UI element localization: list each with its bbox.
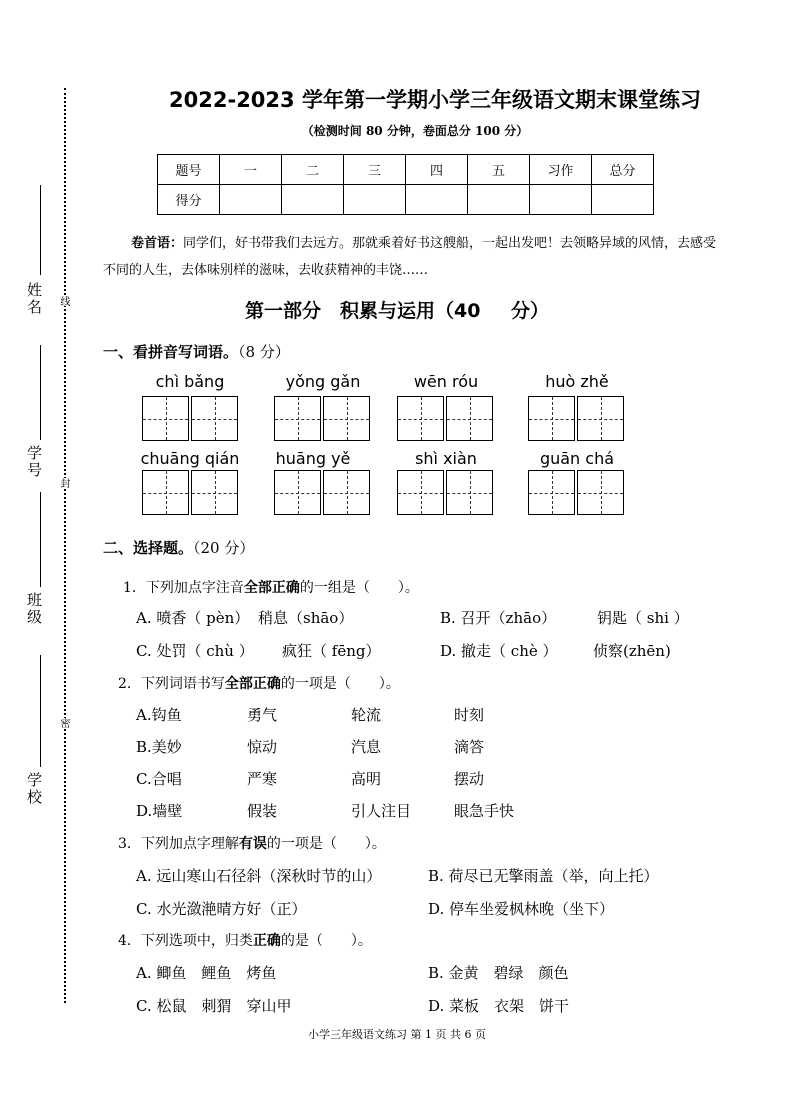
score-header-cell: 三 (344, 155, 406, 185)
school-blank[interactable] (40, 655, 41, 767)
preface (103, 230, 723, 284)
q3-option-b[interactable]: B. 荷尽已无擎雨盖（举，向上托） (428, 867, 659, 885)
q2-option-a[interactable]: A.钩鱼 (136, 706, 182, 724)
writing-cell[interactable] (577, 470, 624, 515)
seal-char-feng: 封 (58, 478, 69, 488)
q3-stem-post: 的一项是（ ）。 (266, 836, 386, 852)
q1-stem-key: 全部正确 (243, 580, 300, 596)
writing-cell[interactable] (528, 470, 575, 515)
score-cell[interactable] (468, 185, 530, 215)
score-cell[interactable] (220, 185, 282, 215)
part-one-title: 第一部分 积累与运用（40 分） (244, 300, 550, 322)
seal-char-mi: 密 (58, 718, 69, 728)
preface-lead: 卷首语： (131, 236, 184, 251)
score-cell[interactable] (530, 185, 592, 215)
writing-cell[interactable] (446, 470, 493, 515)
pinyin-label: wēn róu (413, 372, 479, 391)
pinyin-label: shì xiàn (415, 449, 477, 468)
q1-option-c-word1[interactable]: C. 处罚（ chù ） (136, 642, 254, 660)
pinyin-label: chì bǎng (155, 372, 225, 391)
writing-grid (528, 470, 626, 515)
pinyin-label: huò zhě (545, 372, 609, 391)
q4-option-c[interactable]: C. 松鼠 刺猬 穿山甲 (136, 997, 292, 1015)
q1-option-d-word2: 侦察(zhēn) (593, 642, 671, 660)
question-4-stem (118, 930, 372, 950)
seal-char-xian: 线 (58, 296, 69, 306)
q2-word: 轮流 (351, 706, 382, 724)
q2-stem-post: 的一项是（ ）。 (280, 676, 400, 692)
writing-cell[interactable] (274, 470, 321, 515)
q1-option-c-word2: 疯狂（ fēng） (282, 642, 381, 660)
score-header-cell: 一 (220, 155, 282, 185)
score-header-cell: 四 (406, 155, 468, 185)
q2-stem-pre: 2．下列词语书写 (118, 676, 225, 692)
q3-option-a[interactable]: A. 远山寒山石径斜（深秋时节的山） (136, 867, 382, 885)
preface-text: 同学们，好书带我们去远方。那就乘着好书这艘船，一起出发吧！去领略异域的风情，去感受不同的人生，去体味别样的滋味，去收获精神的丰饶…… (103, 236, 717, 278)
q4-stem-post: 的是（ ）。 (280, 933, 372, 949)
q2-option-c[interactable]: C.合唱 (136, 770, 182, 788)
q2-word: 惊动 (247, 738, 278, 756)
class-blank[interactable] (40, 492, 41, 587)
q3-stem-pre: 3．下列加点字理解 (118, 836, 239, 852)
q1-stem-post: 的一组是（ ）。 (299, 580, 419, 596)
writing-grid (274, 396, 372, 441)
q1-stem-pre: 1．下列加点字注音 (123, 580, 244, 596)
q2-option-d[interactable]: D.墙壁 (136, 802, 183, 820)
score-cell[interactable] (344, 185, 406, 215)
question-3-stem (118, 833, 386, 853)
pinyin-label: yǒng gǎn (285, 372, 361, 391)
question-2-stem (118, 673, 400, 693)
q1-option-a-word2: 稍息（shāo） (258, 609, 354, 627)
school-label: 学校 (25, 772, 43, 806)
q4-option-b[interactable]: B. 金黄 碧绿 颜色 (428, 964, 569, 982)
q2-word: 时刻 (454, 706, 485, 724)
writing-cell[interactable] (191, 396, 238, 441)
writing-cell[interactable] (142, 396, 189, 441)
writing-grid (397, 470, 495, 515)
q3-stem-key: 有误 (238, 836, 267, 852)
writing-grid (142, 396, 240, 441)
section-two-score: （20 分） (193, 539, 255, 557)
section-two-title: 二、选择题。 (103, 539, 194, 557)
score-table (157, 154, 654, 215)
writing-grid (528, 396, 626, 441)
student-number-label: 学号 (25, 445, 43, 479)
score-header-cell: 题号 (158, 155, 220, 185)
page-footer: 小学三年级语文练习 第 1 页 共 6 页 (308, 1028, 486, 1041)
q2-option-b[interactable]: B.美妙 (136, 738, 182, 756)
q4-stem-key: 正确 (252, 933, 281, 949)
name-blank[interactable] (40, 185, 41, 275)
q4-stem-pre: 4．下列选项中，归类 (118, 933, 253, 949)
q2-word: 摆动 (454, 770, 485, 788)
page-subtitle: （检测时间 80 分钟，卷面总分 100 分） (301, 124, 529, 138)
q2-word: 勇气 (247, 706, 278, 724)
pinyin-label: huāng yě (275, 449, 351, 468)
writing-grid (397, 396, 495, 441)
writing-cell[interactable] (142, 470, 189, 515)
writing-cell[interactable] (191, 470, 238, 515)
q2-word: 眼急手快 (454, 802, 515, 820)
q2-word: 高明 (351, 770, 382, 788)
student-number-blank[interactable] (40, 345, 41, 440)
score-cell[interactable] (282, 185, 344, 215)
score-header-cell: 二 (282, 155, 344, 185)
score-row-label: 得分 (158, 185, 220, 215)
q3-option-c[interactable]: C. 水光潋滟晴方好（正） (136, 900, 307, 918)
q2-word: 汽息 (351, 738, 382, 756)
page-title: 2022-2023 学年第一学期小学三年级语文期末课堂练习 (169, 88, 701, 112)
section-two-heading (103, 537, 254, 558)
writing-cell[interactable] (323, 470, 370, 515)
class-label: 班级 (25, 592, 43, 626)
writing-cell[interactable] (397, 396, 444, 441)
pinyin-label: guān chá (539, 449, 615, 468)
q1-option-a-word1[interactable]: A. 喷香（ pèn） (136, 609, 250, 627)
writing-grid (142, 470, 240, 515)
writing-cell[interactable] (446, 396, 493, 441)
pinyin-label: chuāng qián (140, 449, 240, 468)
q2-stem-key: 全部正确 (224, 676, 281, 692)
binding-dotted-line (64, 88, 66, 1003)
q2-word: 滴答 (454, 738, 485, 756)
score-header-cell: 习作 (530, 155, 592, 185)
writing-cell[interactable] (274, 396, 321, 441)
writing-cell[interactable] (577, 396, 624, 441)
writing-cell[interactable] (323, 396, 370, 441)
q1-option-d-word1[interactable]: D. 撤走（ chè ） (440, 642, 558, 660)
section-one-score: （8 分） (238, 343, 290, 361)
score-cell[interactable] (592, 185, 654, 215)
q2-word: 严寒 (247, 770, 278, 788)
writing-cell[interactable] (528, 396, 575, 441)
q2-word: 引人注目 (351, 802, 412, 820)
q1-option-b-word1[interactable]: B. 召开（zhāo） (440, 609, 557, 627)
q4-option-d[interactable]: D. 菜板 衣架 饼干 (428, 997, 570, 1015)
q4-option-a[interactable]: A. 鲫鱼 鲤鱼 烤鱼 (136, 964, 277, 982)
question-1-stem (123, 577, 419, 597)
q1-option-b-word2: 钥匙（ shi ） (597, 609, 689, 627)
section-one-heading (103, 341, 290, 362)
section-one-title: 一、看拼音写词语。 (103, 343, 239, 361)
score-cell[interactable] (406, 185, 468, 215)
q2-word: 假装 (247, 802, 278, 820)
writing-cell[interactable] (397, 470, 444, 515)
q3-option-d[interactable]: D. 停车坐爱枫林晚（坐下） (428, 900, 615, 918)
score-header-cell: 五 (468, 155, 530, 185)
writing-grid (274, 470, 372, 515)
score-header-cell: 总分 (592, 155, 654, 185)
name-label: 姓名 (25, 282, 43, 316)
